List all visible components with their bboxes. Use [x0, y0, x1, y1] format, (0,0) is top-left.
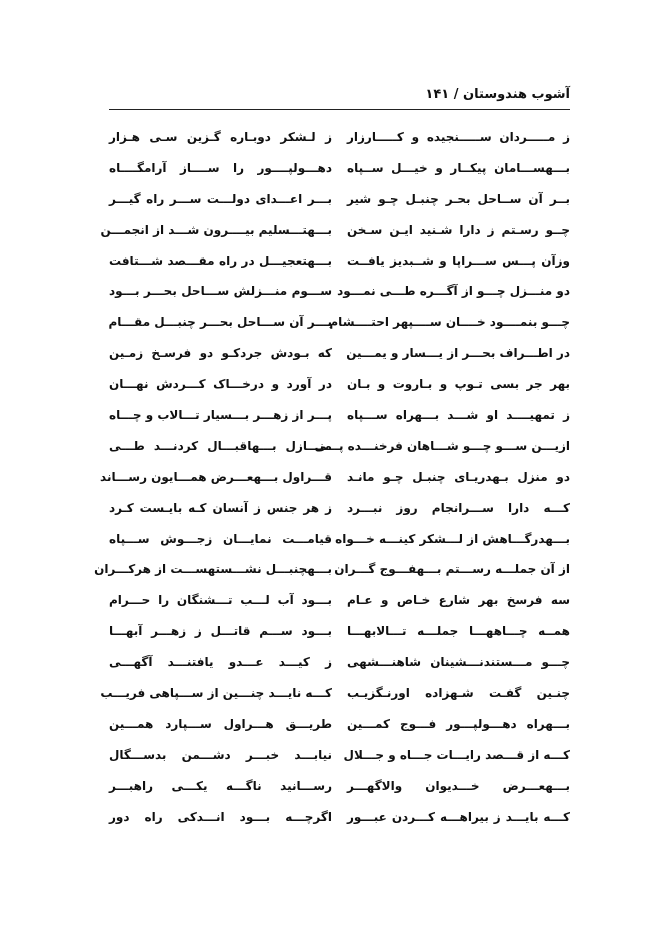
couplet [109, 585, 570, 616]
couplet [109, 338, 570, 369]
hemistich-first: چـــو بنمــــود خــــان ســــپهر احتــــشام [329, 315, 570, 330]
hemistich-first: چـــو مـــستندنـــشینان شاهنـــشهی [347, 655, 570, 670]
hemistich-first: ز تمهیــــد او شـــد بـــهراه ســـپاه [347, 408, 570, 423]
couplet [109, 246, 570, 277]
couplet [109, 647, 570, 678]
hemistich-first: همــه چـــاههـــا جملـــه تـــالابهـــا [347, 624, 570, 639]
hemistich-first: چــو رسـتم ز دارا شـنید ایـن سـخن [347, 222, 570, 237]
hemistich-first: بـــهدرگـــاهش از لـــشکر کینـــه خـــواه [335, 531, 570, 546]
hemistich-second: رســـانید ناگـــه یکـــی راهبـــر [109, 778, 332, 793]
hemistich-second: پـــر از زهـــر بـــسیار تـــالاب و چـــاه [108, 408, 332, 423]
couplet [100, 678, 570, 709]
hemistich-first: دو منـــزل چـــو از آگـــره طـــی نمـــود [337, 284, 570, 299]
hemistich-first: کـــه از قـــصد رایـــات جـــاه و جـــلال [343, 747, 570, 762]
hemistich-first: کـــه بایـــد ز بیراهـــه کـــردن عبـــور [347, 809, 570, 824]
hemistich-second: دهـــولپــــور را ســــاز آرامگــــاه [109, 160, 332, 175]
couplet [109, 802, 570, 833]
hemistich-second: قیامـــت نمایـــان زجـــوش ســـپاه [109, 531, 332, 546]
page-header [109, 85, 570, 107]
hemistich-first: بــر آن ســاحل بحـر چنبـل چـو شیر [347, 191, 570, 206]
hemistich-second: بـــر اعـــدای دولـــت ســـر راه گیـــر [109, 191, 332, 206]
couplet [109, 369, 570, 400]
hemistich-first: بـــهراه دهـــولپـــور فـــوج کمـــین [347, 716, 570, 731]
hemistich-first: سه فرسخ بهر شارع خـاص و عـام [347, 593, 570, 608]
hemistich-second: ز لـشکر دوبـاره گـزین سـی هـزار [109, 130, 332, 144]
header-rule [109, 109, 570, 110]
hemistich-first: دو منزل بـهدریـای چنبـل چـو مانـد [347, 469, 570, 484]
couplet [109, 122, 570, 153]
hemistich-first: کـــه دارا ســـرانجام روز نبـــرد [347, 500, 570, 515]
hemistich-second: طریـــق هـــراول ســـپارد همـــین [109, 716, 332, 731]
hemistich-first: در اطـــراف بحـــر از یـــسار و یمـــین [346, 346, 570, 361]
running-title: آشوب هندوستان / ۱۴۱ [425, 87, 570, 102]
couplet [109, 493, 570, 524]
hemistich-first: بـــهســـامان پیکــار و خیـــل ســپاه [347, 160, 570, 175]
couplet [100, 215, 570, 246]
hemistich-second: کـــه نایـــد چنـــین از ســـپاهی فریـــب [100, 686, 332, 701]
hemistich-second: در آورد و درخـــاک کـــردش نهـــان [109, 377, 332, 392]
hemistich-second: اگرچـــه بـــود انـــدکی راه دور [109, 809, 332, 824]
couplet [100, 462, 570, 493]
hemistich-first: چنـین گفـت شـهزاده اورنـگزیـب [347, 686, 570, 701]
hemistich-first: بـــهعـــرض خـــدیوان والاگهـــر [347, 778, 570, 793]
hemistich-second: که بـودش جردکـو دو فرسـخ زمـین [109, 346, 332, 361]
hemistich-second: ز کیـــد عـــدو یافتنـــد آگهـــی [109, 655, 332, 670]
couplet [109, 153, 570, 184]
couplet [109, 771, 570, 802]
hemistich-second: نیابـــد خبـــر دشـــمن بدســـگال [109, 747, 332, 762]
hemistich-second: بـــهچنبـــل نشـــستهســـت از هرکـــران [94, 562, 332, 577]
hemistich-second: بـــود آب لـــب تـــشنگان را حـــرام [109, 593, 332, 608]
hemistich-second: بـــهتـــسلیم بیــــرون شـــد از انجمـــن [100, 222, 332, 237]
hemistich-first: ز مـــــردان ســـــنجیده و کـــــارزار [347, 130, 570, 144]
hemistich-first: بهر جر بسی تـوپ و بـاروت و بـان [347, 377, 570, 392]
hemistich-first: وزآن پـــس ســـراپا و شــبدیز یافــت [347, 253, 570, 268]
couplet [109, 307, 570, 338]
couplet [109, 524, 570, 555]
hemistich-second: بـــود ســـم قاتـــل ز زهـــر آبهـــا [109, 624, 332, 639]
hemistich-second: ســـوم منـــزلش ســـاحل بحـــر بـــود [109, 284, 332, 299]
hemistich-first: از آن جملـــه رســـتم بـــهفـــوج گـــران [334, 562, 570, 577]
couplet [109, 431, 570, 462]
couplet [109, 184, 570, 215]
hemistich-first: ازیـــن ســـو چـــو شـــاهان فرخنـــده پـــی [314, 438, 570, 453]
couplet [94, 554, 570, 585]
hemistich-second: ز هر جنس ز آنسان کـه بایـست کـرد [109, 500, 332, 515]
hemistich-second: قـــراول بـــهعـــرض همـــایون رســـاند [100, 469, 332, 484]
couplet [109, 740, 570, 771]
hemistich-second: منـــازل بـــهاقبـــال کردنـــد طـــی [109, 438, 332, 453]
couplet [109, 709, 570, 740]
couplet [109, 616, 570, 647]
poem-body [94, 122, 570, 832]
hemistich-second: بـــر آن ســـاحل بحـــر چنبـــل مقـــام [108, 315, 332, 330]
couplet [109, 276, 570, 307]
couplet [109, 400, 570, 431]
hemistich-second: بـــهتعجیـــل در راه مقـــصد شـــتافت [109, 253, 332, 268]
